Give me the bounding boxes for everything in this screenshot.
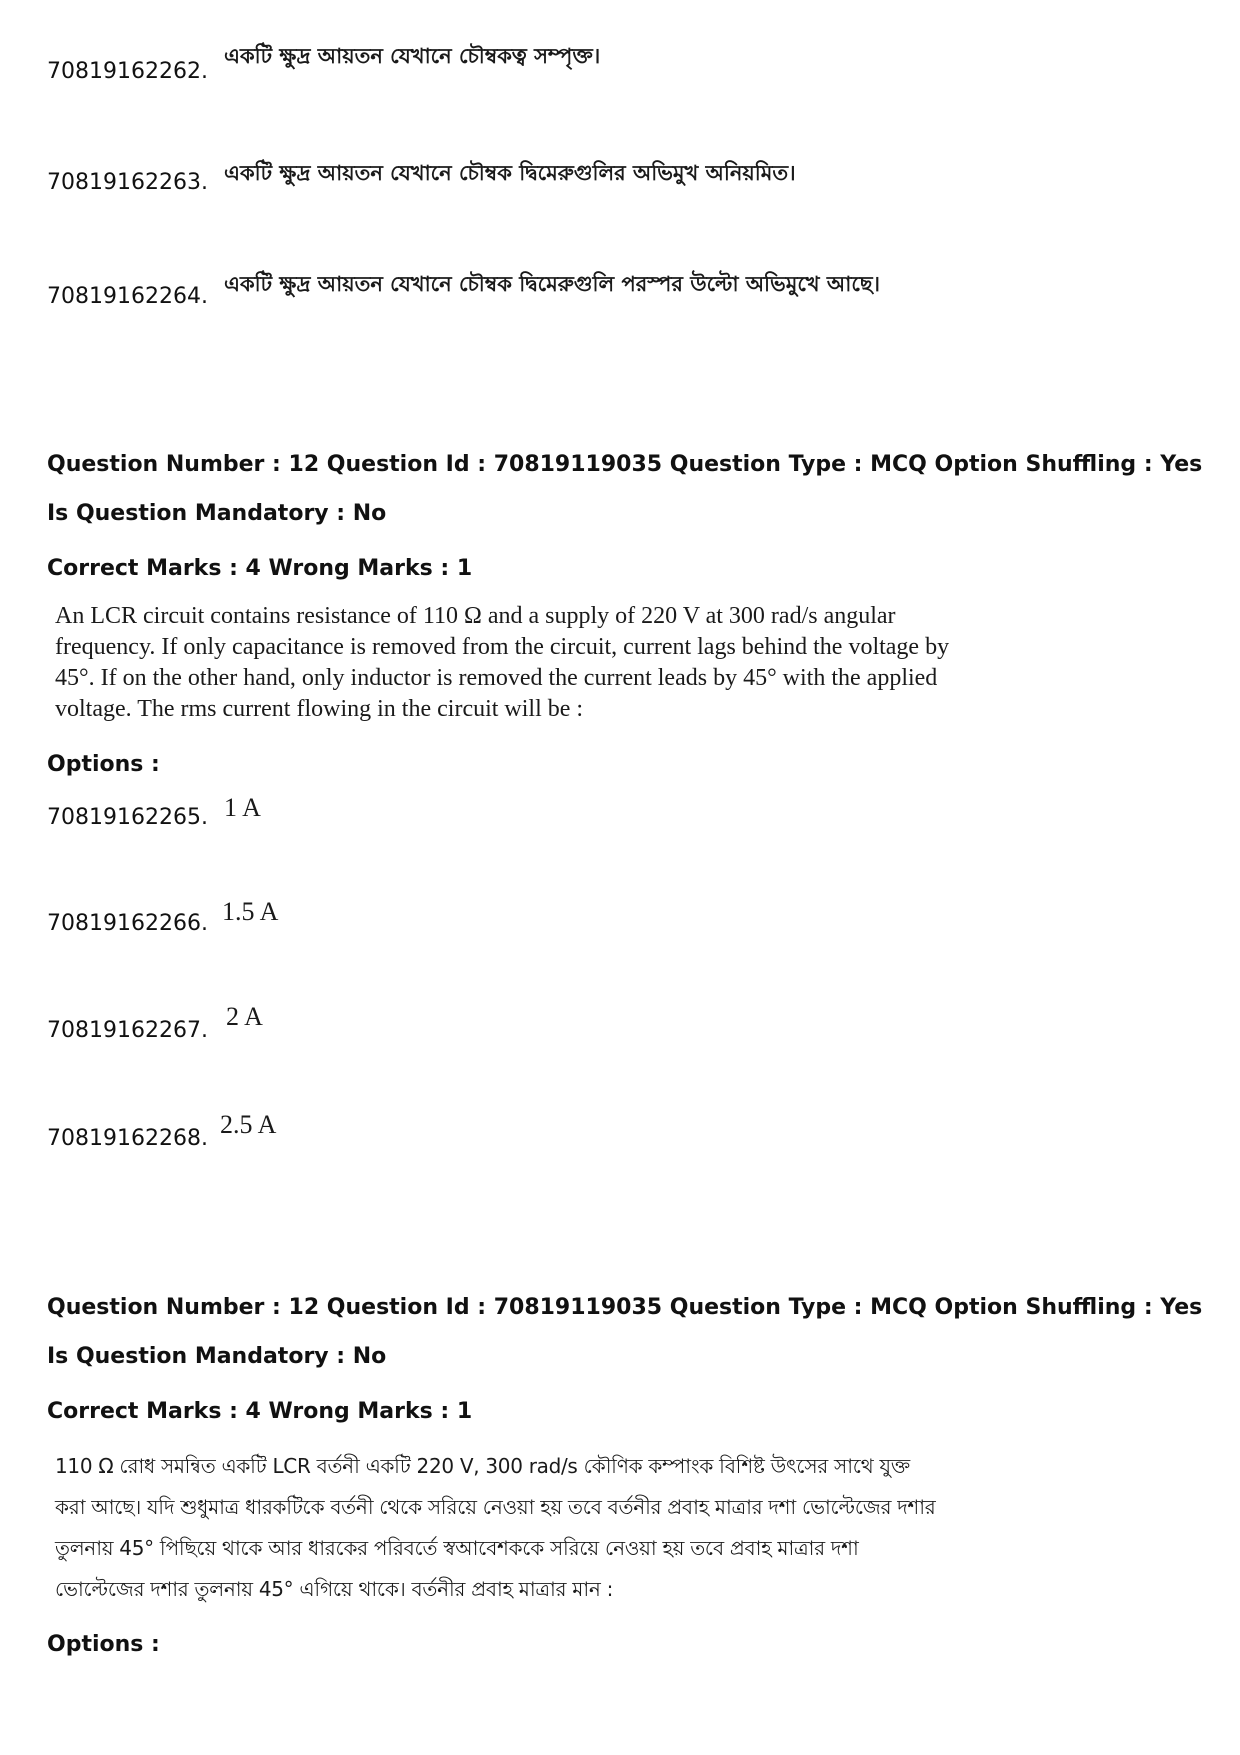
option-text: 2 A [226,1002,263,1031]
option-id: 70819162262. [47,59,208,84]
question-text: An LCR circuit contains resistance of 110 Ω and a supply of 220 V at 300 rad/s angular frequency. If only capacitance is removed from the circuit, current lags behind the voltage by 45°. If on the other hand, only inductor is removed the current leads by 45° with the applied voltage. The rms current flowing in the circuit will be : [55,603,950,722]
option-text: 1 A [224,793,261,822]
option-text: একটি ক্ষুদ্র আয়তন যেখানে চৌম্বক দ্বিমেরুগুলির অভিমুখ অনিয়মিত। [224,161,796,185]
option-id: 70819162266. [47,911,208,936]
options-label: Options : [47,752,160,777]
option-text: 2.5 A [220,1110,277,1139]
option-id: 70819162268. [47,1126,208,1151]
option-id: 70819162265. [47,805,208,830]
question-header: Question Number : 12 Question Id : 70819119035 Question Type : MCQ Option Shuffling : Yes [47,1295,1203,1320]
option-text: একটি ক্ষুদ্র আয়তন যেখানে চৌম্বক দ্বিমেরুগুলি পরস্পর উল্টো অভিমুখে আছে। [224,272,881,296]
question-mandatory: Is Question Mandatory : No [47,1344,387,1369]
question-marks: Correct Marks : 4 Wrong Marks : 1 [47,556,473,581]
option-text: একটি ক্ষুদ্র আয়তন যেখানে চৌম্বকত্ব সম্পৃক্ত। [224,44,601,68]
question-mandatory: Is Question Mandatory : No [47,501,387,526]
option-id: 70819162263. [47,170,208,195]
option-text: 1.5 A [222,897,279,926]
question-marks: Correct Marks : 4 Wrong Marks : 1 [47,1399,473,1424]
options-label: Options : [47,1632,160,1657]
question-header: Question Number : 12 Question Id : 70819119035 Question Type : MCQ Option Shuffling : Yes [47,452,1203,477]
option-id: 70819162264. [47,284,208,309]
option-id: 70819162267. [47,1018,208,1043]
question-text: 110 Ω রোধ সমন্বিত একটি LCR বর্তনী একটি 220 V, 300 rad/s কৌণিক কম্পাংক বিশিষ্ট উৎসের সাথে যুক্ত করা আছে। যদি শুধুমাত্র ধারকটিকে বর্তনী থেকে সরিয়ে নেওয়া হয় তবে বর্তনীর প্রবাহ মাত্রার দশা ভোল্টেজের দশার তুলনায় 45° পিছিয়ে থাকে আর ধারকের পরিবর্তে স্বআবেশককে সরিয়ে নেওয়া হয় তবে প্রবাহ মাত্রার দশা ভোল্টেজের দশার তুলনায় 45° এগিয়ে থাকে। বর্তনীর প্রবাহ মাত্রার মান : [55,1454,936,1601]
